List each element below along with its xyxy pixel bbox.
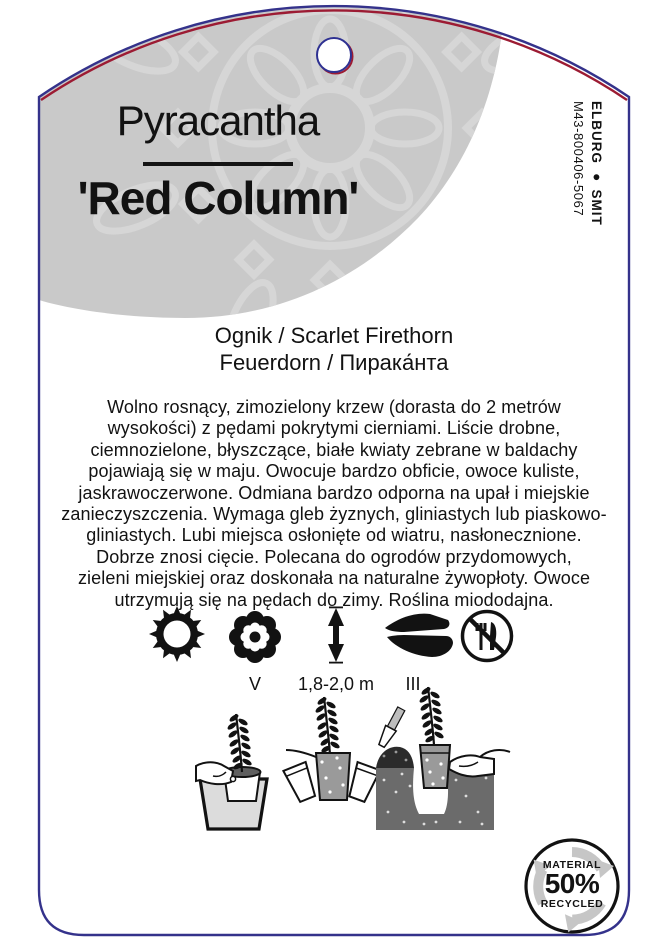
description-line: Wolno rosnący, zimozielony krzew (dorasta do 2 metrów <box>107 397 561 417</box>
description-line: Dobrze znosi cięcie. Polecana do ogrodów przydomowych, <box>96 546 572 567</box>
description-line: jaskrawoczerwone. Odmiana bardzo odporna na upał i miejskie <box>78 482 590 503</box>
genus-title: Pyracantha <box>116 97 320 144</box>
description-line: gliniastych. Lubi miejsca osłonięte od wiatru, nasłonecznione. <box>86 525 582 546</box>
hang-hole <box>317 38 353 74</box>
description-line: zieleni miejskiej oraz doskonała na naturalne żywopłoty. Owoce <box>77 568 591 589</box>
pruning-month-label: III <box>405 674 421 694</box>
height-label: 1,8-2,0 m <box>297 674 375 694</box>
description-line: wysokości) z pędami pokrytymi cierniami. Liście drobne, <box>107 418 561 439</box>
badge-percent-label: 50% <box>544 868 600 899</box>
item-code-vertical-text: M43-800406-5067 <box>571 101 586 217</box>
common-name-line-1: Ognik / Scarlet Firethorn <box>214 323 454 348</box>
description-line: utrzymują się na pędach do zimy. Roślina miododajna. <box>114 589 554 610</box>
common-name-line-2: Feuerdorn / Пирака́нта <box>219 350 449 375</box>
common-names <box>64 322 604 376</box>
cultivar-title: 'Red Column' <box>77 172 359 224</box>
badge-recycled-label: RECYCLED <box>540 898 604 910</box>
title-divider <box>143 162 293 166</box>
description-line: ciemnozielone, błyszczące, białe kwiaty zebrane w baldachy <box>90 439 578 460</box>
description <box>54 397 614 611</box>
flowering-month-label: V <box>248 674 261 694</box>
description-line: pojawiają się w maju. Owocuje bardzo obficie, owoce kuliste, <box>88 461 580 482</box>
flower-icon <box>229 611 281 663</box>
badge-material-label: MATERIAL <box>542 859 602 871</box>
description-line: zanieczyszczenia. Wymaga gleb żyznych, gliniastych lub piaskowo- <box>61 504 607 525</box>
brand-vertical-text: ELBURG ● SMIT <box>589 101 604 226</box>
